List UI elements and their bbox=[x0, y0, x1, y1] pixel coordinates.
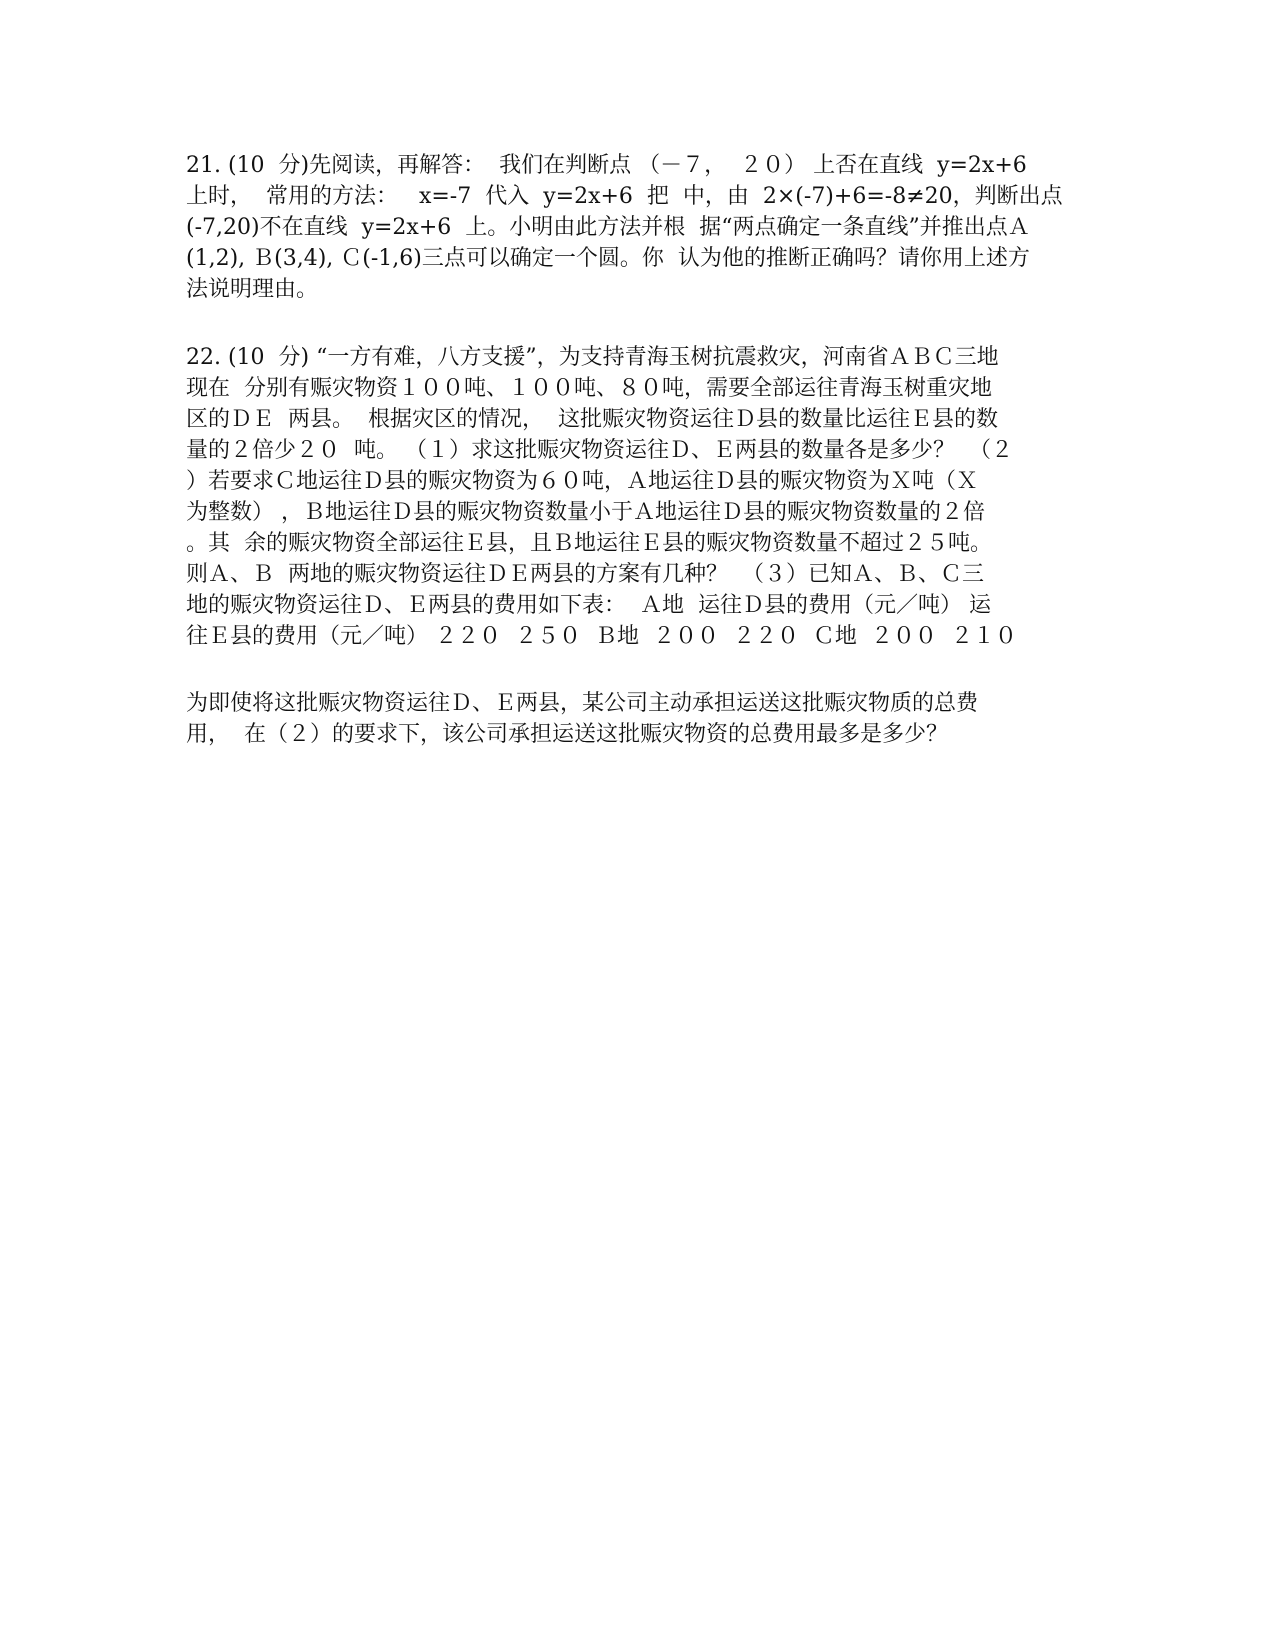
problem-22-line: 往Ｅ县的费用（元／吨） ２２０ ２５０ Ｂ地 ２００ ２２０ Ｃ地 ２００ ２１０ bbox=[186, 624, 1017, 649]
problem-22-line: 则Ａ、Ｂ 两地的赈灾物资运往ＤＥ两县的方案有几种？ （３）已知Ａ、Ｂ、Ｃ三 bbox=[186, 562, 984, 587]
problem-22-tail-line: 为即使将这批赈灾物资运往Ｄ、Ｅ两县，某公司主动承担运送这批赈灾物质的总费 bbox=[186, 691, 979, 716]
problem-22-tail-line: 用， 在（２）的要求下，该公司承担运送这批赈灾物资的总费用最多是多少？ bbox=[186, 722, 948, 747]
problem-22-line: 区的ＤＥ 两县。 根据灾区的情况， 这批赈灾物资运往Ｄ县的数量比运往Ｅ县的数 bbox=[186, 407, 998, 432]
problem-21-line: 21. (10 分)先阅读，再解答： 我们在判断点 （－７， ２０） 上否在直线 y=2x+6 bbox=[186, 153, 1027, 178]
problem-22-line: 。其 余的赈灾物资全部运往Ｅ县，且Ｂ地运往Ｅ县的赈灾物资数量不超过２５吨。 bbox=[186, 531, 992, 556]
problem-21-line: 上时， 常用的方法： x=-7 代入 y=2x+6 把 中，由 2×(-7)+6=-8≠20，判断出点 bbox=[186, 184, 1063, 209]
problem-21 bbox=[186, 150, 1106, 305]
problem-22 bbox=[186, 342, 1106, 652]
problem-22-line: 量的２倍少２０ 吨。 （１）求这批赈灾物资运往Ｄ、Ｅ两县的数量各是多少？ （２ bbox=[186, 438, 1013, 463]
problem-22-line: 22. (10 分) “一方有难，八方支援”，为支持青海玉树抗震救灾，河南省ＡＢＣ三地 bbox=[186, 345, 999, 370]
problem-22-final-question bbox=[186, 688, 1106, 750]
problem-21-line: 法说明理由。 bbox=[186, 277, 319, 302]
problem-22-line: ）若要求Ｃ地运往Ｄ县的赈灾物资为６０吨，Ａ地运往Ｄ县的赈灾物资为Ｘ吨（Ｘ bbox=[186, 469, 979, 494]
problem-21-line: (-7,20)不在直线 y=2x+6 上。小明由此方法并根 据“两点确定一条直线”并推出点Ａ bbox=[186, 215, 1030, 240]
problem-21-line: (1,2), Ｂ(3,4), Ｃ(-1,6)三点可以确定一个圆。你 认为他的推断正确吗？请你用上述方 bbox=[186, 246, 1030, 271]
problem-22-line: 为整数） ，Ｂ地运往Ｄ县的赈灾物资数量小于Ａ地运往Ｄ县的赈灾物资数量的２倍 bbox=[186, 500, 985, 525]
problem-22-line: 地的赈灾物资运往Ｄ、Ｅ两县的费用如下表： Ａ地 运往Ｄ县的费用（元／吨） 运 bbox=[186, 593, 991, 618]
problem-22-line: 现在 分别有赈灾物资１００吨、１００吨、８０吨，需要全部运往青海玉树重灾地 bbox=[186, 376, 992, 401]
